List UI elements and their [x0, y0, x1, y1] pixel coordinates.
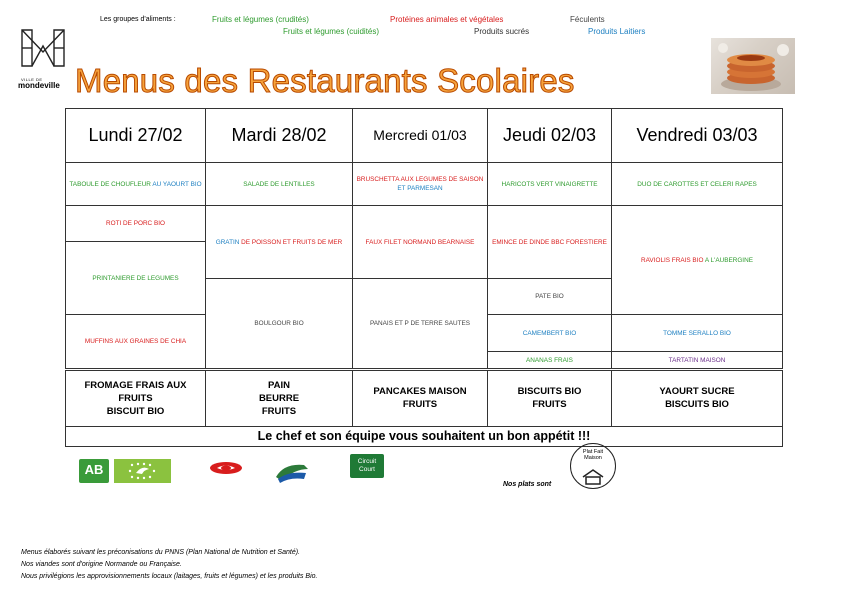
thu-gouter-2: FRUITS: [532, 399, 567, 410]
day-header-mon: Lundi 27/02: [66, 109, 206, 163]
thu-laitier: CAMEMBERT BIO: [488, 315, 612, 352]
thu-dessert: ANANAS FRAIS: [488, 352, 612, 369]
legend-produits-laitiers: Produits Laitiers: [588, 27, 646, 36]
wed-feculent: PANAIS ET P DE TERRE SAUTES: [353, 279, 488, 369]
note-local: Nous privilégions les approvisionnements locaux (laitages, fruits et légumes) et les produits Bio.: [21, 573, 318, 580]
day-header-tue: Mardi 28/02: [206, 109, 353, 163]
wed-gouter: [353, 371, 488, 427]
mon-gouter-1: FROMAGE FRAIS AUX FRUITS: [84, 380, 187, 404]
note-pnns: Menus élaborés suivant les préconisations du PNNS (Plan National de Nutrition et Santé).: [21, 549, 300, 556]
fri-dessert: TARTATIN MAISON: [612, 352, 783, 369]
mon-entree-b: AU YAOURT BIO: [152, 180, 202, 188]
day-header-thu: Jeudi 02/03: [488, 109, 612, 163]
logo-ville-de: VILLE DE: [21, 77, 43, 82]
mon-dessert: [66, 315, 206, 369]
eu-organic-logo: [114, 459, 171, 483]
tue-gouter-1: PAIN: [268, 380, 290, 391]
circuit-court-logo: [350, 454, 384, 478]
wed-plat: FAUX FILET NORMAND BEARNAISE: [353, 206, 488, 279]
tue-feculent: BOULGOUR BIO: [206, 279, 353, 369]
mon-dessert-a: MUFFINS: [84, 338, 114, 345]
mon-entree-a: TABOULE DE CHOUFLEUR: [69, 180, 151, 188]
bleu-blanc-coeur-logo: [274, 461, 310, 483]
mon-gouter-2: BISCUIT BIO: [106, 406, 165, 417]
tue-entree: SALADE DE LENTILLES: [206, 163, 353, 206]
legend-produits-sucres: Produits sucrés: [474, 27, 530, 36]
tue-plat-b: DE POISSON ET FRUITS DE MER: [241, 238, 343, 246]
note-viandes: Nos viandes sont d'origine Normande ou Française.: [21, 561, 182, 568]
fait-maison-text: Plat Fait Maison: [582, 449, 604, 461]
fri-plat-a: RAVIOLIS FRAIS BIO: [641, 256, 704, 264]
fri-gouter-1: YAOURT SUCRE: [659, 386, 735, 397]
circuit-court-text: Circuit Court: [357, 458, 377, 473]
mondeville-logo: [18, 26, 68, 88]
logo-mondeville: mondeville: [18, 81, 60, 90]
menu-table: [65, 108, 783, 447]
legend-fruits-crudites: Fruits et légumes (crudités): [212, 15, 309, 24]
thu-entree: HARICOTS VERT VINAIGRETTE: [488, 163, 612, 206]
fait-maison-logo: [570, 443, 616, 489]
fri-gouter: [612, 371, 783, 427]
house-icon: [581, 469, 605, 485]
day-header-fri: Vendredi 03/03: [612, 109, 783, 163]
mon-entree: [66, 163, 206, 206]
page-title: Menus des Restaurants Scolaires: [75, 62, 575, 99]
plats-sont-label: Nos plats sont: [503, 481, 552, 488]
ab-logo-text: AB: [84, 462, 104, 477]
mondeville-logo-mark: [18, 26, 68, 72]
wed-entree-b: ET PARMESAN: [397, 185, 443, 192]
legend-proteines: Protéines animales et végétales: [390, 15, 504, 24]
ab-logo: [79, 459, 109, 483]
thu-feculent: PATE BIO: [488, 279, 612, 315]
tue-gouter-3: FRUITS: [261, 406, 297, 417]
tue-gouter: [206, 371, 353, 427]
mon-gouter: [66, 371, 206, 427]
fri-laitier: TOMME SERALLO BIO: [612, 315, 783, 352]
label-rouge-logo: [209, 461, 243, 475]
wed-entree: [353, 163, 488, 206]
tue-gouter-2: BEURRE: [258, 393, 300, 404]
tue-plat: [206, 206, 353, 279]
mon-legume: PRINTANIERE DE LEGUMES: [66, 242, 206, 315]
legend-fruits-cuits: Fruits et légumes (cuidités): [283, 27, 380, 36]
day-header-wed: Mercredi 01/03: [353, 109, 488, 163]
mon-dessert-b: AUX GRAINES DE CHIA: [114, 338, 187, 345]
fri-plat: [612, 206, 783, 315]
mon-plat: ROTI DE PORC BIO: [66, 206, 206, 242]
fri-gouter-2: BISCUITS BIO: [665, 399, 729, 410]
tue-plat-a: GRATIN: [215, 238, 240, 246]
footer-message: Le chef et son équipe vous souhaitent un bon appétit !!!: [66, 427, 783, 447]
thu-gouter: [488, 371, 612, 427]
pancakes-photo: [711, 38, 795, 94]
wed-gouter-1: PANCAKES MAISON: [373, 386, 467, 397]
thu-plat: EMINCE DE DINDE BBC FORESTIERE: [488, 206, 612, 279]
legend-label: Les groupes d'aliments :: [100, 16, 176, 23]
wed-gouter-2: FRUITS: [402, 399, 438, 410]
legend-feculents: Féculents: [570, 15, 605, 24]
wed-entree-a: BRUSCHETTA AUX LEGUMES DE SAISON: [356, 176, 484, 183]
thu-gouter-1: BISCUITS BIO: [517, 386, 582, 397]
fri-entree: DUO DE CAROTTES ET CELERI RAPES: [612, 163, 783, 206]
fri-plat-b: A L'AUBERGINE: [704, 256, 753, 264]
